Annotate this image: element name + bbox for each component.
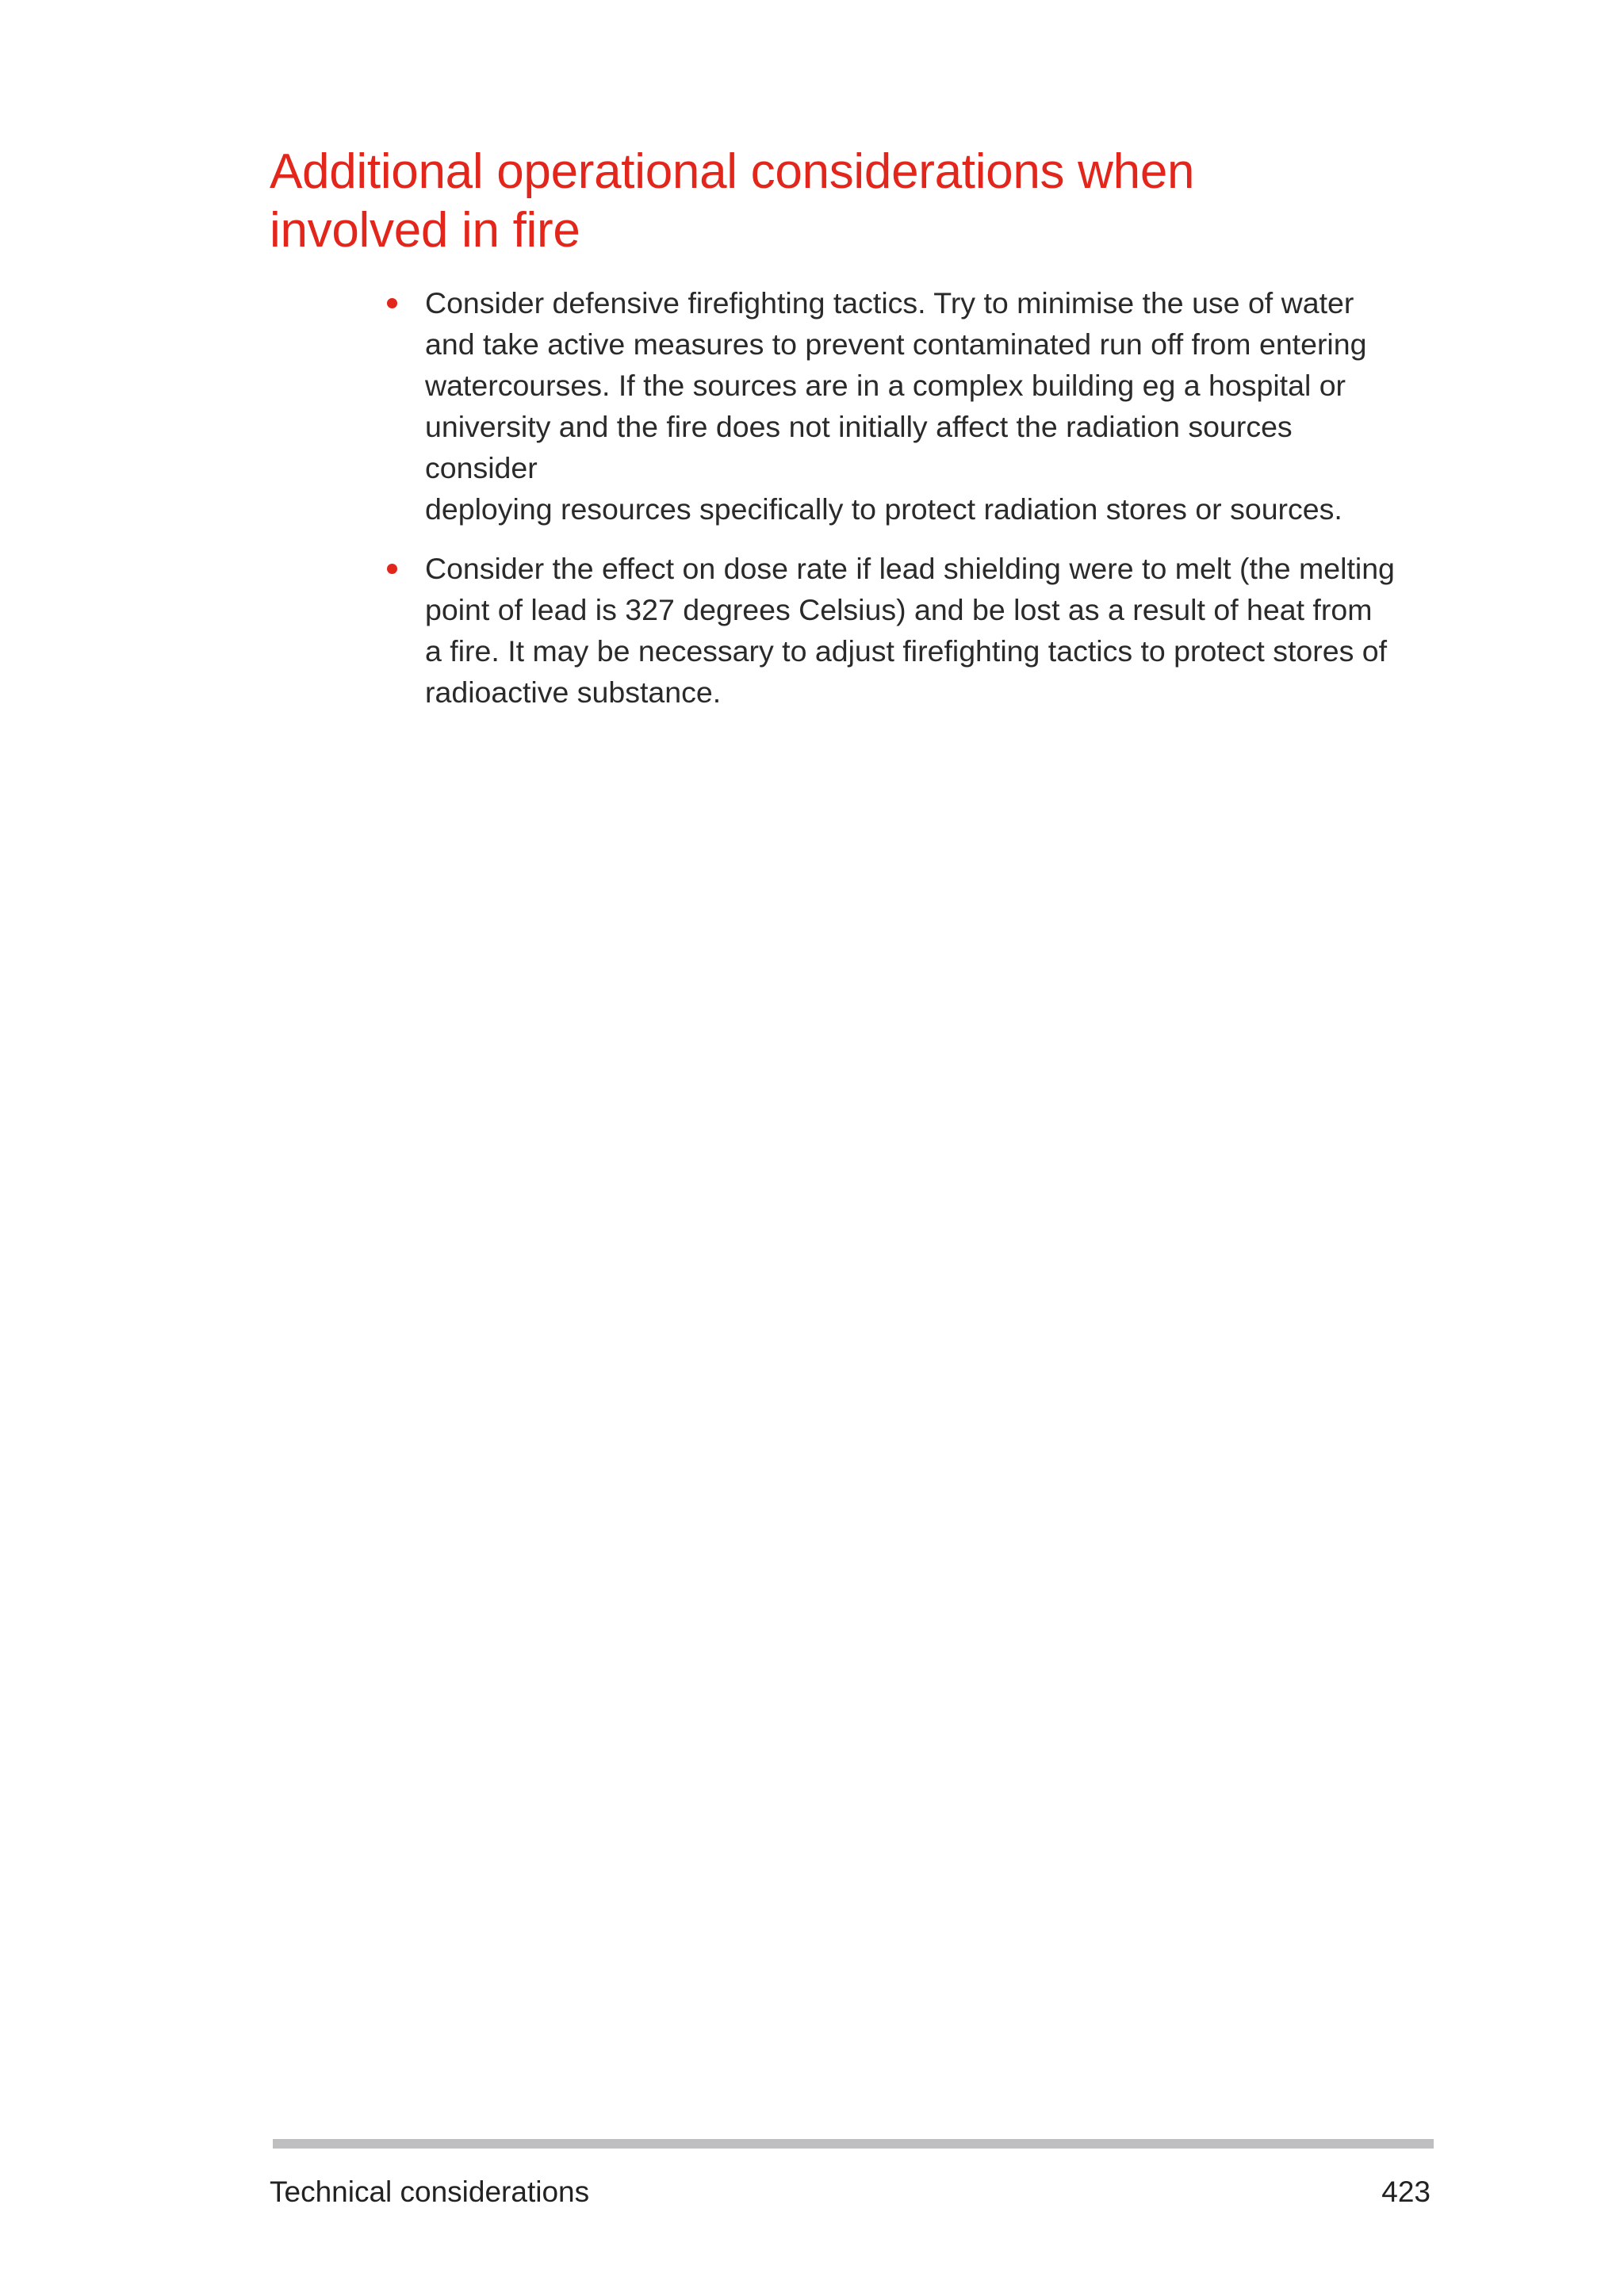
section-heading-line-1: Additional operational considerations when <box>270 144 1195 199</box>
bullet-dot-icon <box>387 564 397 574</box>
section-heading-line-2: involved in fire <box>270 203 580 258</box>
bullet-1-line-2: and take active measures to prevent contaminated run off from entering <box>425 327 1367 361</box>
bullet-2-line-3: a fire. It may be necessary to adjust firefighting tactics to protect stores of <box>425 634 1388 668</box>
bullet-1-line-1: Consider defensive firefighting tactics. Try to minimise the use of water <box>425 286 1354 320</box>
bullet-dot-icon <box>387 298 397 308</box>
bullet-list <box>425 282 1400 731</box>
footer-divider <box>273 2139 1434 2149</box>
section-heading <box>270 143 1380 260</box>
footer-page-number: 423 <box>1381 2175 1431 2208</box>
bullet-1-line-3: watercourses. If the sources are in a complex building eg a hospital or <box>425 369 1346 402</box>
bullet-item-lead-shielding <box>425 548 1400 713</box>
bullet-item-defensive-tactics <box>425 282 1400 530</box>
footer-section-title: Technical considerations <box>270 2175 590 2208</box>
bullet-1-line-5: deploying resources specifically to protect radiation stores or sources. <box>425 492 1342 526</box>
bullet-2-line-2: point of lead is 327 degrees Celsius) and be lost as a result of heat from <box>425 593 1373 626</box>
bullet-2-line-1: Consider the effect on dose rate if lead shielding were to melt (the melting <box>425 552 1395 585</box>
bullet-1-line-4: university and the fire does not initially affect the radiation sources consider <box>425 410 1293 484</box>
bullet-2-line-4: radioactive substance. <box>425 675 722 709</box>
